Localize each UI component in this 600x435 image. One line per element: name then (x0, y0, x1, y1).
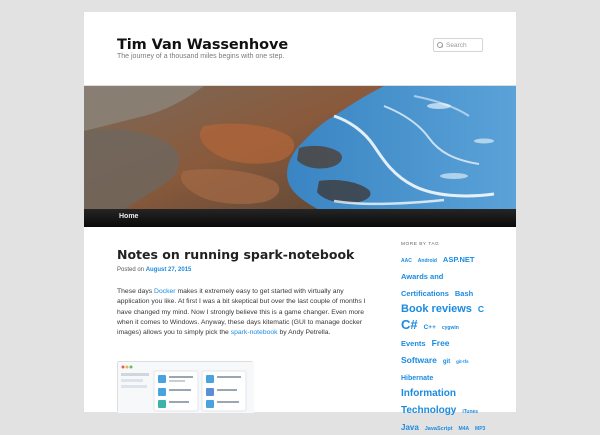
tag-link[interactable]: Android (417, 258, 437, 264)
main-nav (84, 209, 516, 227)
post-meta (117, 267, 191, 273)
tag-link[interactable]: C++ (423, 324, 436, 332)
header-image (84, 85, 516, 209)
search-icon (437, 42, 443, 48)
tag-link[interactable]: Awards and Certifications (401, 271, 449, 298)
tag-widget-title: MORE BY TAG (401, 242, 440, 247)
post-body (117, 287, 369, 338)
tag-link[interactable]: git-tfs (456, 358, 469, 364)
site-title[interactable]: Tim Van Wassenhove (117, 37, 289, 53)
tag-link[interactable]: git (442, 358, 451, 365)
page (84, 12, 516, 432)
post-text-2: makes it extremely easy to get started with virtually any application you like. At first I was a bit skeptical but over the last couple of months I have changed my mind. Now I strongly believe this is a game changer. Even more when it comes to Windows. Anyway, these days kitematic (GUI to manage docker images) allows you to simply pick the (117, 288, 366, 337)
tag-link[interactable]: Hibernate (401, 374, 434, 382)
site-description: The journey of a thousand miles begins with one step. (117, 53, 285, 60)
search-field[interactable] (433, 38, 483, 52)
posted-on-label: Posted on (117, 267, 145, 273)
tag-link[interactable]: MP3 (475, 425, 486, 432)
tag-cloud (401, 250, 487, 435)
tag-link[interactable]: Book reviews (401, 303, 472, 316)
post-date-link[interactable]: August 27, 2015 (145, 267, 192, 273)
nav-item-home[interactable]: Home (119, 213, 139, 220)
tag-link[interactable]: ASP.NET (442, 255, 475, 264)
tag-link[interactable]: M4A (458, 425, 470, 432)
docker-link[interactable]: Docker (154, 288, 176, 295)
spark-notebook-link[interactable]: spark-notebook (230, 329, 278, 337)
tag-link[interactable]: Free Software (401, 337, 450, 365)
tag-link[interactable]: C (477, 304, 485, 315)
tag-link[interactable]: Information Technology (401, 388, 457, 417)
post-text-3: by Andy Petrella. (277, 329, 331, 337)
search-placeholder: Search (446, 41, 467, 49)
tag-link[interactable]: iTunes (462, 409, 479, 416)
tag-link[interactable]: AAC (401, 258, 412, 264)
tag-link[interactable]: C# (401, 317, 418, 333)
coastline-photo (84, 86, 516, 210)
tag-link[interactable]: cygwin (441, 325, 459, 332)
post-title[interactable]: Notes on running spark-notebook (117, 247, 355, 262)
post-screenshot-image[interactable] (117, 361, 253, 412)
tag-link[interactable]: Bash (454, 288, 474, 298)
tag-link[interactable]: JavaScript (424, 425, 453, 432)
tag-link[interactable]: Java (401, 422, 419, 432)
post-text-1: These days (117, 288, 155, 295)
tag-link[interactable]: Events (401, 338, 426, 348)
kitematic-thumbnail (118, 362, 254, 413)
